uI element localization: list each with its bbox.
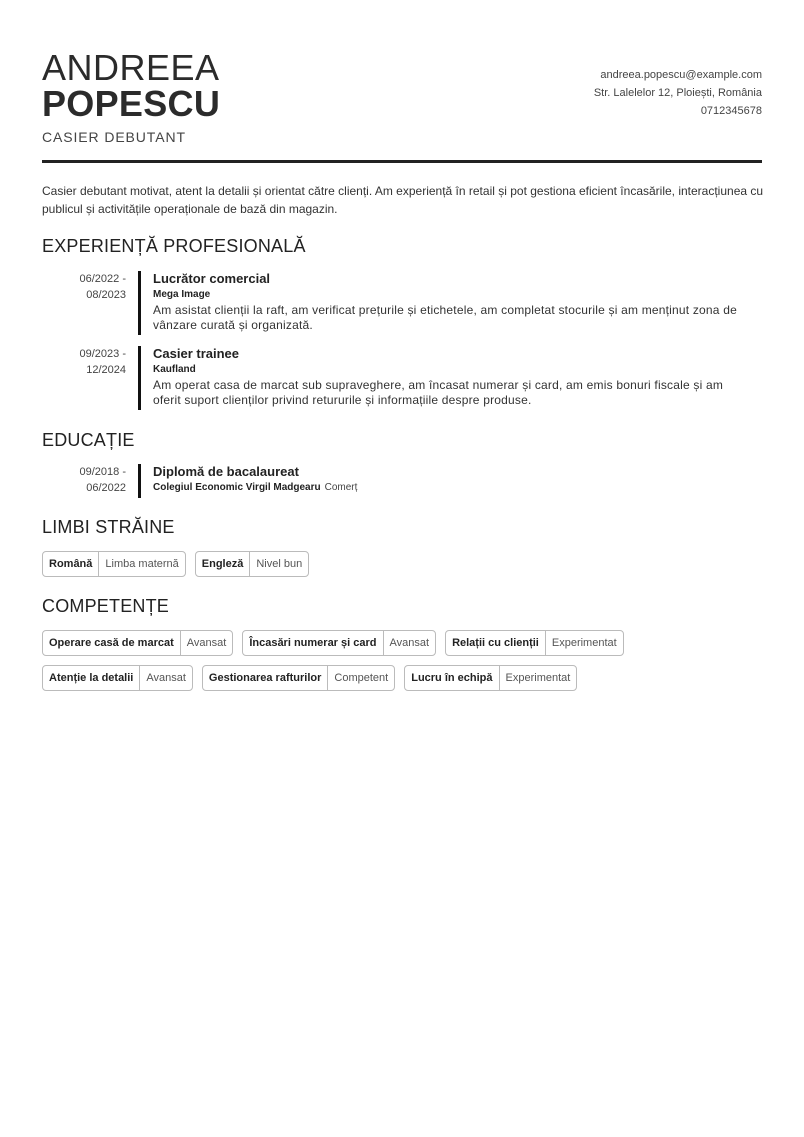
skill-chip: [202, 665, 395, 691]
entry-start-date: 09/2018 -: [79, 466, 126, 478]
entry-start-date: 06/2022 -: [79, 273, 126, 285]
skill-level: Avansat: [389, 637, 430, 649]
header-divider: [42, 160, 762, 163]
skill-chip: [445, 630, 624, 656]
entry-timeline-bar: [138, 346, 141, 410]
entry-degree: Diplomă de bacalaureat: [153, 464, 299, 479]
entry-description: Am asistat clienții la raft, am verificat prețurile și etichetele, am completat stocurile și am menținut zona de vânzare curată și organizată.: [153, 303, 737, 332]
section-title-skills: COMPETENȚE: [42, 596, 170, 616]
skills-row: [42, 630, 624, 656]
entry-school: Colegiul Economic Virgil Madgearu: [153, 482, 321, 493]
skill-level: Experimentat: [505, 672, 571, 684]
skill-name: Operare casă de marcat: [43, 631, 181, 655]
education-entry: [42, 464, 762, 498]
entry-description: Am operat casa de marcat sub supraveghere, am încasat numerar și card, am emis bonuri fiscale și am oferit suport clienților privind retururile și informațiile despre produse.: [153, 378, 724, 407]
entry-dates: [42, 271, 126, 303]
entry-dates: [42, 346, 126, 378]
skill-level: Avansat: [186, 637, 227, 649]
entry-role: Lucrător comercial: [153, 271, 271, 286]
languages-list: [42, 551, 309, 577]
contact-phone[interactable]: 0712345678: [700, 105, 762, 117]
entry-body: [153, 346, 753, 408]
entry-end-date: 06/2022: [86, 482, 126, 494]
skill-level: Avansat: [146, 672, 186, 684]
entry-field: Comerț: [324, 482, 358, 493]
skill-name: Încasări numerar și card: [243, 631, 383, 655]
profile-summary: Casier debutant motivat, atent la detalii și orientat către clienți. Am experiență în retail și pot gestiona eficient încasările, interacțiunea cu publicul și activitățile operaționale de bază din magazin.: [42, 184, 764, 216]
skill-level: Competent: [334, 672, 389, 684]
entry-body: [153, 271, 753, 333]
entry-dates: [42, 464, 126, 496]
entry-company: Mega Image: [153, 289, 211, 300]
entry-end-date: 08/2023: [86, 289, 126, 301]
first-name: ANDREEA: [42, 47, 220, 88]
language-level: Limba maternă: [105, 558, 179, 570]
section-title-languages: LIMBI STRĂINE: [42, 517, 175, 537]
skill-name: Atenție la detalii: [43, 666, 140, 690]
contact-email[interactable]: andreea.popescu@example.com: [600, 69, 762, 81]
resume-header: [42, 48, 762, 146]
experience-entry: [42, 346, 762, 410]
skill-name: Lucru în echipă: [405, 666, 499, 690]
skill-chip: [42, 630, 233, 656]
last-name: POPESCU: [42, 83, 221, 124]
entry-school-line: [153, 480, 753, 496]
skills-row: [42, 665, 577, 691]
skill-chip: [42, 665, 193, 691]
entry-timeline-bar: [138, 464, 141, 498]
contact-address: Str. Lalelelor 12, Ploiești, România: [593, 87, 762, 99]
language-name: Engleză: [196, 552, 251, 576]
entry-company: Kaufland: [153, 364, 196, 375]
language-chip: [42, 551, 186, 577]
skill-name: Relații cu clienții: [446, 631, 546, 655]
job-title: CASIER DEBUTANT: [42, 129, 186, 145]
contact-block: [594, 66, 762, 120]
experience-entry: [42, 271, 762, 335]
entry-start-date: 09/2023 -: [79, 348, 126, 360]
language-level: Nivel bun: [256, 558, 303, 570]
entry-body: [153, 464, 753, 496]
language-chip: [195, 551, 309, 577]
skill-level: Experimentat: [551, 637, 617, 649]
section-title-education: EDUCAȚIE: [42, 430, 135, 450]
section-title-experience: EXPERIENȚĂ PROFESIONALĂ: [42, 236, 306, 256]
skill-name: Gestionarea rafturilor: [203, 666, 328, 690]
entry-timeline-bar: [138, 271, 141, 335]
skill-chip: [242, 630, 436, 656]
language-name: Română: [43, 552, 99, 576]
entry-role: Casier trainee: [153, 346, 239, 361]
entry-end-date: 12/2024: [86, 364, 126, 376]
skill-chip: [404, 665, 577, 691]
